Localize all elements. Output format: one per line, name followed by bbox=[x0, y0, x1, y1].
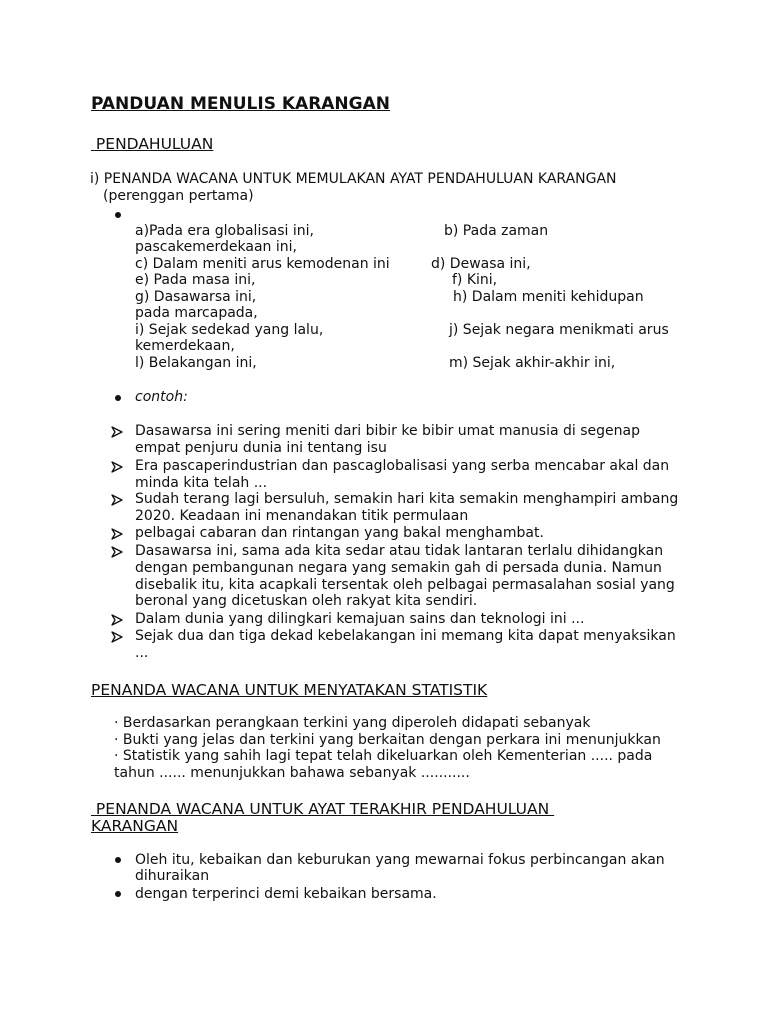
example-line: Dasawarsa ini sering meniti dari bibir ke bibir umat manusia di segenap bbox=[135, 423, 640, 439]
intro-subline: (perenggan pertama) bbox=[103, 188, 254, 204]
option-j: j) Sejak negara menikmati arus bbox=[449, 322, 669, 338]
arrow-bullet-icon bbox=[111, 426, 123, 438]
example-line: 2020. Keadaan ini menandakan titik permulaan bbox=[135, 507, 469, 524]
option-m: m) Sejak akhir-akhir ini, bbox=[449, 355, 616, 371]
closing-line: Oleh itu, kebaikan dan keburukan yang mewarnai fokus perbincangan akan bbox=[135, 852, 665, 868]
example-line: ... bbox=[135, 644, 149, 661]
bullet-dot bbox=[115, 891, 121, 897]
example-line: dengan pembangunan negara yang semakin gah di persada dunia. Namun bbox=[135, 559, 662, 576]
option-b: b) Pada zaman bbox=[444, 223, 549, 239]
option-i: i) Sejak sedekad yang lalu, bbox=[135, 322, 324, 338]
option-f: f) Kini, bbox=[452, 272, 498, 288]
statistik-line: · Bukti yang jelas dan terkini yang berkaitan dengan perkara ini menunjukkan bbox=[114, 732, 661, 748]
option-a: a)Pada era globalisasi ini, bbox=[135, 223, 314, 239]
example-line: disebalik itu, kita acapkali tersentak oleh pelbagai permasalahan sosial yang bbox=[135, 576, 675, 593]
statistik-line: · Statistik yang sahih lagi tepat telah dikeluarkan oleh Kementerian ..... pada bbox=[114, 748, 653, 764]
example-line: pelbagai cabaran dan rintangan yang bakal menghambat. bbox=[135, 525, 544, 541]
example-line: empat penjuru dunia ini tentang isu bbox=[135, 439, 387, 456]
section-heading-terakhir-continued: KARANGAN bbox=[91, 817, 179, 835]
section-heading-pendahuluan: PENDAHULUAN bbox=[91, 135, 214, 153]
example-line: minda kita telah ... bbox=[135, 474, 268, 491]
statistik-line: tahun ...... menunjukkan bahawa sebanyak ........... bbox=[114, 765, 470, 781]
statistik-line: · Berdasarkan perangkaan terkini yang diperoleh didapati sebanyak bbox=[114, 715, 591, 731]
option-d: d) Dewasa ini, bbox=[431, 256, 531, 272]
arrow-bullet-icon bbox=[111, 614, 123, 626]
example-line: beronal yang dicetuskan oleh rakyat kita sendiri. bbox=[135, 593, 478, 610]
closing-line: dengan terperinci demi kebaikan bersama. bbox=[135, 886, 437, 902]
section-heading-statistik: PENANDA WACANA UNTUK MENYATAKAN STATISTIK bbox=[91, 681, 488, 699]
contoh-label: contoh: bbox=[135, 389, 188, 405]
intro-line: i) PENANDA WACANA UNTUK MEMULAKAN AYAT PENDAHULUAN KARANGAN bbox=[90, 171, 617, 187]
arrow-bullet-icon bbox=[111, 461, 123, 473]
option-j-continued: kemerdekaan, bbox=[135, 338, 235, 354]
option-h: h) Dalam meniti kehidupan bbox=[453, 289, 644, 305]
section-heading-terakhir: PENANDA WACANA UNTUK AYAT TERAKHIR PENDAHULUAN bbox=[91, 800, 555, 818]
example-line: Dalam dunia yang dilingkari kemajuan sains dan teknologi ini ... bbox=[135, 611, 585, 627]
example-line: Era pascaperindustrian dan pascaglobalisasi yang serba mencabar akal dan bbox=[135, 458, 670, 474]
bullet-dot bbox=[115, 395, 121, 401]
arrow-bullet-icon bbox=[111, 631, 123, 643]
closing-line: dihuraikan bbox=[135, 868, 210, 884]
option-c: c) Dalam meniti arus kemodenan ini bbox=[135, 256, 390, 272]
arrow-bullet-icon bbox=[111, 528, 123, 540]
example-line: Sejak dua dan tiga dekad kebelakangan ini memang kita dapat menyaksikan bbox=[135, 628, 676, 644]
option-e: e) Pada masa ini, bbox=[135, 272, 256, 288]
option-b-continued: pascakemerdekaan ini, bbox=[135, 239, 297, 255]
example-line: Sudah terang lagi bersuluh, semakin hari kita semakin menghampiri ambang bbox=[135, 491, 679, 507]
arrow-bullet-icon bbox=[111, 494, 123, 506]
example-line: Dasawarsa ini, sama ada kita sedar atau tidak lantaran terlalu dihidangkan bbox=[135, 543, 664, 559]
page-title: PANDUAN MENULIS KARANGAN bbox=[91, 94, 391, 114]
option-g: g) Dasawarsa ini, bbox=[135, 289, 257, 305]
option-l: l) Belakangan ini, bbox=[135, 355, 257, 371]
bullet-dot bbox=[115, 857, 121, 863]
option-h-continued: pada marcapada, bbox=[135, 305, 258, 321]
bullet-dot bbox=[115, 212, 121, 218]
arrow-bullet-icon bbox=[111, 546, 123, 558]
